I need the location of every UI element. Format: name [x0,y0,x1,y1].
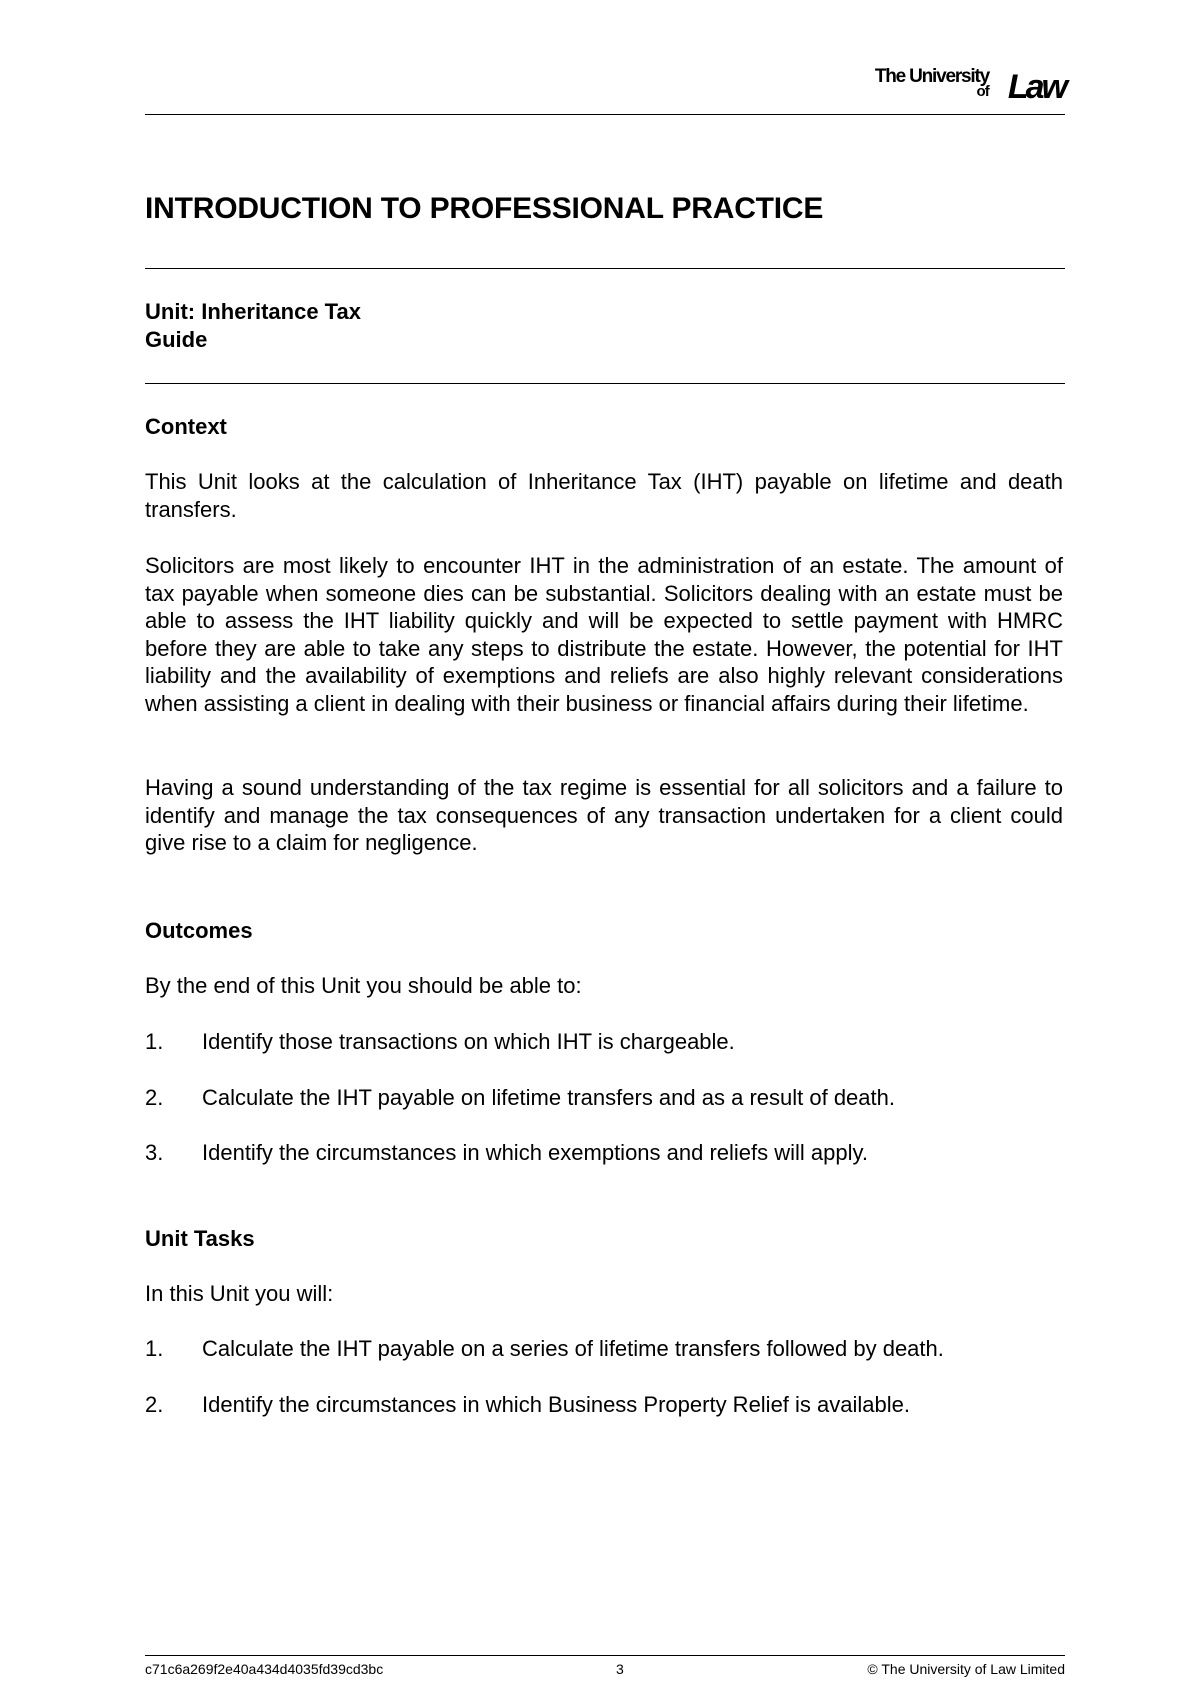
outcome-number: 1. [145,1029,164,1054]
outcome-item [145,1029,735,1055]
task-item [145,1336,944,1362]
task-number: 2. [145,1392,164,1417]
outcomes-intro: By the end of this Unit you should be able to: [145,973,582,998]
task-text: Calculate the IHT payable on a series of lifetime transfers followed by death. [202,1336,944,1361]
unit-rule [145,383,1065,384]
tasks-heading: Unit Tasks [145,1226,255,1251]
context-paragraph-2: Solicitors are most likely to encounter IHT in the administration of an estate. The amount of tax payable when someone dies can be substantial. Solicitors dealing with an estate must be able to assess the IHT liability quickly and will be expected to settle payment with HMRC before they are able to take any steps to distribute the estate. However, the potential for IHT liability and the availability of exemptions and reliefs are also highly relevant considerations when assisting a client in dealing with their business or financial affairs during their lifetime. [145,553,1063,716]
logo-line-2: of [976,83,989,100]
outcome-number: 3. [145,1140,164,1165]
outcomes-heading: Outcomes [145,918,253,943]
context-paragraph-1: This Unit looks at the calculation of Inheritance Tax (IHT) payable on lifetime and death transfers. [145,469,1063,522]
footer-page-number: 3 [616,1661,624,1677]
context-heading: Context [145,414,227,439]
context-paragraph-3: Having a sound understanding of the tax regime is essential for all solicitors and a failure to identify and manage the tax consequences of any transaction undertaken for a client could give rise to a claim for negligence. [145,775,1063,856]
task-text: Identify the circumstances in which Business Property Relief is available. [202,1392,910,1417]
outcome-number: 2. [145,1085,164,1110]
tasks-intro: In this Unit you will: [145,1281,334,1306]
unit-line: Unit: Inheritance Tax [145,299,361,324]
outcome-text: Identify the circumstances in which exemptions and reliefs will apply. [202,1140,869,1165]
unit-block [145,298,361,354]
outcome-item [145,1085,895,1111]
footer-rule [145,1655,1065,1656]
logo-line-3: Law [1007,68,1065,106]
task-number: 1. [145,1336,164,1361]
page-title: INTRODUCTION TO PROFESSIONAL PRACTICE [145,192,824,225]
title-rule [145,268,1065,269]
logo-line-1: The University [874,66,989,87]
task-item [145,1392,910,1418]
outcome-text: Calculate the IHT payable on lifetime transfers and as a result of death. [202,1085,895,1110]
guide-line: Guide [145,327,208,352]
university-logo [850,66,1065,106]
footer-document-id: c71c6a269f2e40a434d4035fd39cd3bc [145,1661,384,1677]
outcome-item [145,1140,868,1166]
header-rule [145,114,1065,115]
footer-copyright: © The University of Law Limited [867,1661,1065,1677]
outcome-text: Identify those transactions on which IHT is chargeable. [202,1029,735,1054]
